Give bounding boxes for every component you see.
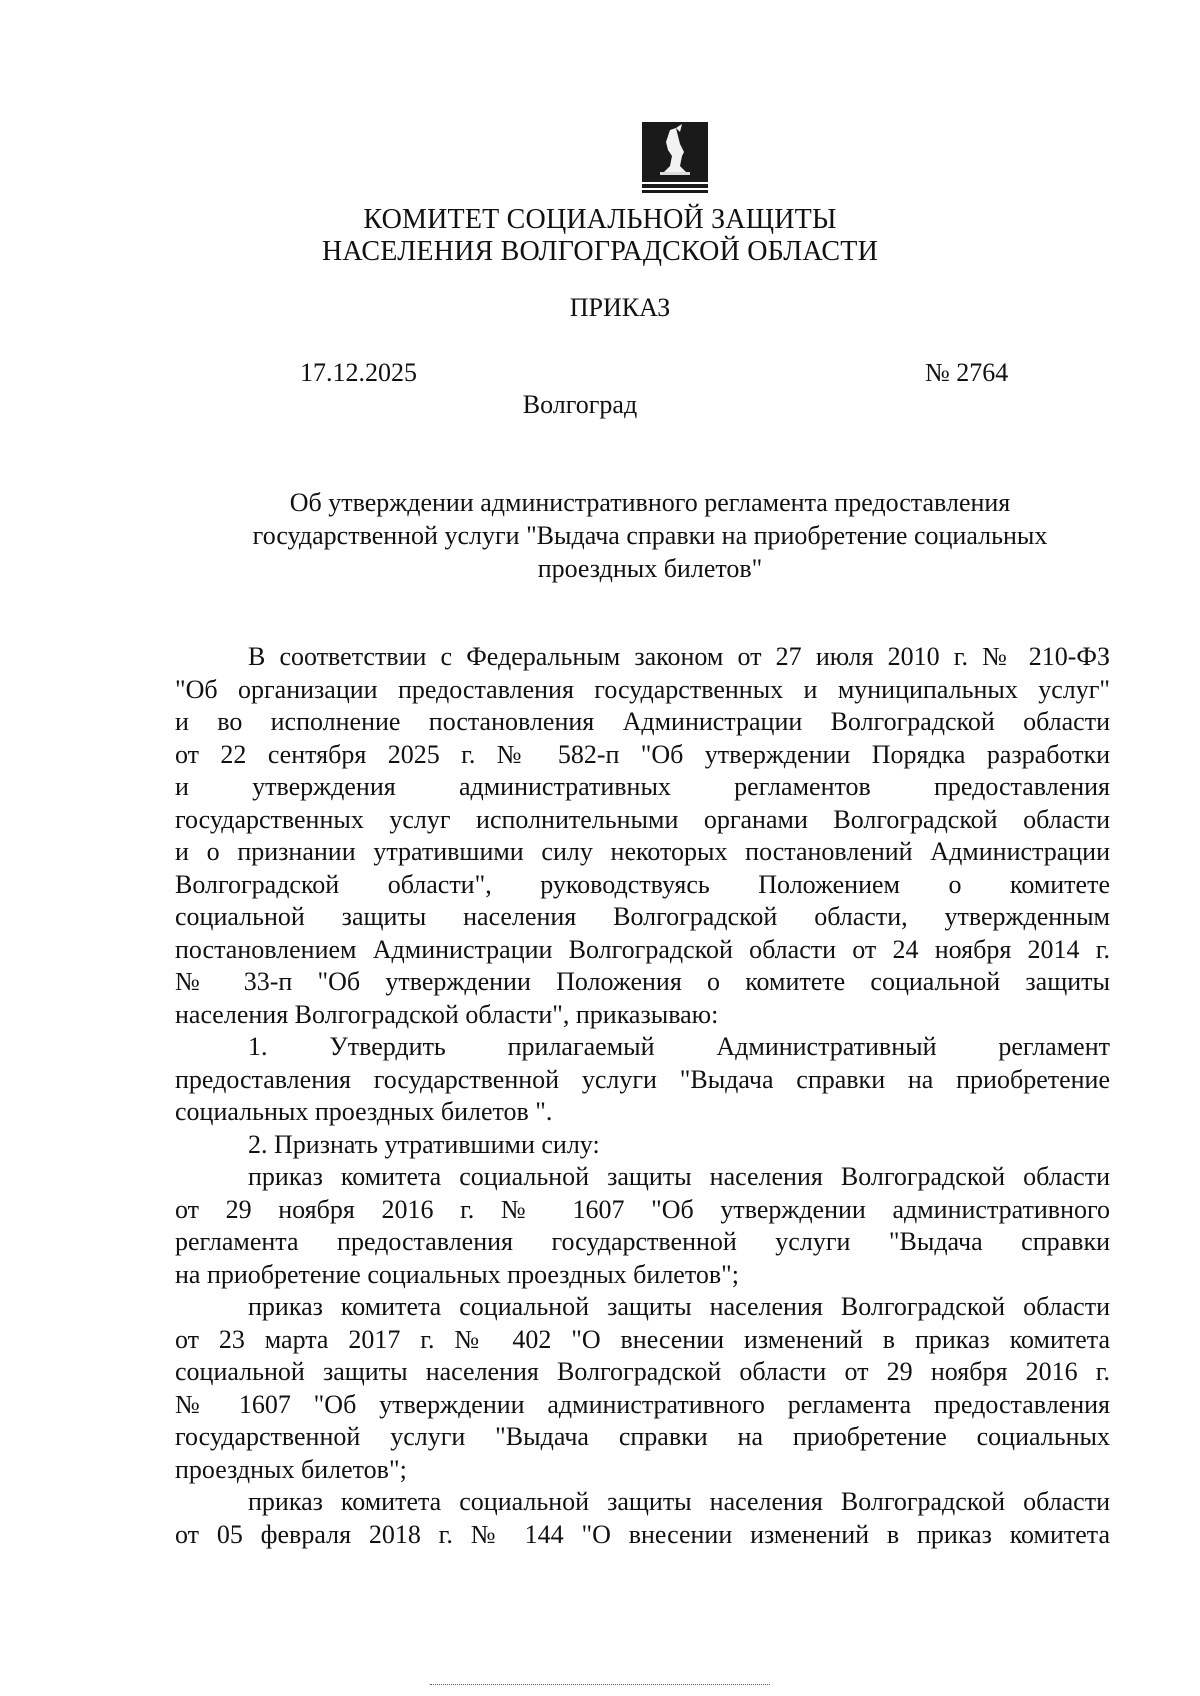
document-city: Волгоград [522,390,638,419]
body-line: № 1607 "Об утверждении административного регламента предоставления [175,1389,1110,1419]
body-line: от 22 сентября 2025 г. № 582-п "Об утверждении Порядка разработки [175,739,1110,769]
footer-divider [430,1684,770,1685]
organization-name-line-1: КОМИТЕТ СОЦИАЛЬНОЙ ЗАЩИТЫ [363,204,837,235]
subject-line: государственной услуги "Выдача справки на приобретение социальных [252,521,1048,550]
body-line: В соответствии с Федеральным законом от 27 июля 2010 г. № 210-ФЗ [248,642,1110,671]
body-line: предоставления государственной услуги "Выдача справки на приобретение [175,1064,1110,1094]
subject-line: проездных билетов" [537,554,763,583]
body-line: приказ комитета социальной защиты населения Волгоградской области [248,1487,1110,1516]
document-number: № 2764 [925,358,1009,387]
body-line: 1. Утвердить прилагаемый Административный регламент [248,1032,1110,1061]
body-line: социальной защиты населения Волгоградской области, утвержденным [175,902,1110,931]
body-line: постановлением Администрации Волгоградской области от 24 ноября 2014 г. [175,934,1110,964]
body-line: и во исполнение постановления Администрации Волгоградской области [175,707,1110,736]
body-line: от 29 ноября 2016 г. № 1607 "Об утверждении административного [175,1194,1110,1224]
body-line: от 05 февраля 2018 г. № 144 "О внесении изменений в приказ комитета [175,1519,1110,1549]
body-line: и о признании утратившими силу некоторых постановлений Администрации [175,837,1110,866]
body-line: государственных услуг исполнительными органами Волгоградской области [175,804,1110,834]
body-line: "Об организации предоставления государственных и муниципальных услуг" [175,674,1110,704]
body-line: и утверждения административных регламентов предоставления [175,772,1110,801]
body-line: приказ комитета социальной защиты населения Волгоградской области [248,1292,1110,1321]
body-line: населения Волгоградской области", приказываю: [175,999,719,1029]
document-type: ПРИКАЗ [569,293,671,322]
body-line: приказ комитета социальной защиты населения Волгоградской области [248,1162,1110,1191]
body-line: Волгоградской области", руководствуясь Положением о комитете [175,869,1110,899]
document-subject [190,486,1110,585]
coat-of-arms-emblem-icon [640,122,710,194]
body-line: № 33-п "Об утверждении Положения о комитете социальной защиты [175,967,1110,996]
body-line: социальных проездных билетов ". [175,1097,553,1126]
document-date: 17.12.2025 [300,358,417,387]
body-line: проездных билетов"; [175,1454,407,1484]
subject-line: Об утверждении административного регламента предоставления [289,488,1011,517]
body-line: на приобретение социальных проездных билетов"; [175,1259,739,1289]
body-line: социальной защиты населения Волгоградской области от 29 ноября 2016 г. [175,1357,1110,1386]
document-body [175,641,1110,1551]
body-line: от 23 марта 2017 г. № 402 "О внесении изменений в приказ комитета [175,1324,1110,1354]
body-line: государственной услуги "Выдача справки на приобретение социальных [175,1422,1110,1451]
body-line: 2. Признать утратившими силу: [248,1129,600,1159]
body-line: регламента предоставления государственной услуги "Выдача справки [175,1227,1110,1256]
organization-name-line-2: НАСЕЛЕНИЯ ВОЛГОГРАДСКОЙ ОБЛАСТИ [321,236,879,267]
